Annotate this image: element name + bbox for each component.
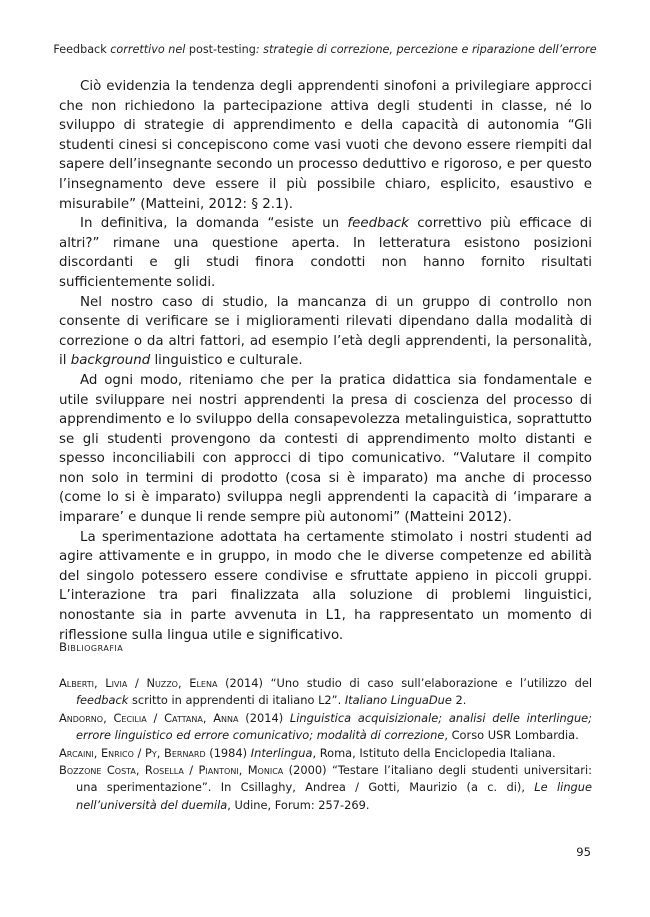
header-part2: correttivo nel: [110, 43, 186, 56]
paragraph-2: [59, 214, 592, 292]
paragraph-1: Ciò evidenzia la tendenza degli apprendenti sinofoni a privilegiare approcci che non richiedono la partecipazione attiva degli studenti in classe, né lo sviluppo di strategie di apprendimento e della capacità di autonomia “Gli studenti cinesi si concepiscono come vasi vuoti che devono essere riempiti dal sapere dell’insegnante secondo un processo deduttivo e rigoroso, e per questo l’insegnamento deve essere il più possibile chiaro, esplicito, esaustivo e misurabile” (Matteini, 2012: § 2.1).: [59, 79, 592, 212]
running-header: [40, 43, 610, 56]
header-part3: post-testing: [185, 43, 256, 56]
paragraph-4: Ad ogni modo, riteniamo che per la pratica didattica sia fondamentale e utile sviluppare nei nostri apprendenti la presa di coscienza del processo di apprendimento e lo sviluppo della consapevolezza metalinguistica, soprattutto se gli studenti provengono da contesti di apprendimento molto distanti e spesso inconciliabili con approcci di tipo comunicativo. “Valutare il compito non solo in termini di prodotto (cosa si è imparato) ma anche di processo (come lo si è imparato) sviluppa negli apprendenti la capacità di ‘imparare a imparare’ e dunque li rende sempre più autonomi” (Matteini 2012).: [59, 372, 592, 526]
entry-italic: feedback: [76, 693, 129, 708]
entry-text: scritto in apprendenti di italiano L2”.: [128, 693, 345, 708]
entry-text: (2000) “Testare l’italiano degli studenti universitari: una sperimentazione”. In Csillaghy, Andrea / Gotti, Maurizio (a c. di),: [76, 763, 592, 795]
header-part4: : strategie di correzione, percezione e riparazione dell’errore: [255, 43, 597, 56]
main-text: [59, 77, 592, 645]
entry-text: , Udine, Forum: 257-269.: [227, 797, 370, 812]
page-number: 95: [576, 845, 591, 859]
entry-italic: Italiano LinguaDue: [344, 693, 452, 708]
paragraph-2-text-c: correttivo più efficace di altri?” rimane una questione aperta. In letteratura esistono posizioni discordanti e gli studi finora condotti non hanno fornito risultati sufficientemente solidi.: [59, 216, 592, 290]
paragraph-5: La sperimentazione adottata ha certamente stimolato i nostri studenti ad agire attivamente e in gruppo, in modo che le diverse competenze ed abilità del singolo potessero essere condivise e sfruttate appieno in piccoli gruppi. L’interazione tra pari finalizzata alla soluzione di problemi linguistici, nonostante sia in parte avvenuta in L1, ha rappresentato un momento di riflessione sulla lingua utile e significativo.: [59, 529, 592, 643]
entry-text: (2014) “Uno studio di caso sull’elaborazione e l’utilizzo del: [217, 676, 592, 690]
entry-italic: Linguistica acquisizionale; analisi delle interlingue; errore linguistico ed errore comunicativo; modalità di correzione: [76, 710, 593, 743]
entry-italic: Le lingue nell’università del duemila: [76, 780, 592, 812]
paragraph-3-text-c: linguistico e culturale.: [150, 353, 303, 369]
bibliography-title: Bibliografia: [59, 640, 124, 654]
paragraph-3-italic: background: [70, 353, 151, 369]
bibliography-list: [59, 675, 592, 814]
paragraph-3-text-a: Nel nostro caso di studio, la mancanza di un gruppo di controllo non consente di verificare se i miglioramenti rilevati dipendano dalla modalità di correzione o da altri fattori, ad esempio l’età degli apprendenti, la personalità, il: [59, 294, 592, 369]
paragraph-2-text-a: In definitiva, la domanda “esiste un: [80, 216, 348, 232]
bibliography-entry: [59, 675, 592, 710]
header-part1: Feedback: [53, 43, 111, 56]
bibliography-entry: [59, 762, 592, 814]
paragraph-2-italic: feedback: [347, 216, 409, 232]
entry-authors: Arcaini, Enrico / Py, Bernard: [59, 745, 206, 760]
entry-text: , Roma, Istituto della Enciclopedia Italiana.: [312, 745, 556, 760]
entry-text: (1984): [205, 745, 251, 760]
paragraph-3: [59, 293, 592, 371]
entry-authors: Alberti, Livia / Nuzzo, Elena: [59, 676, 218, 690]
entry-text: (2014): [238, 710, 290, 725]
entry-text: , Corso USR Lombardia.: [444, 728, 579, 743]
bibliography-entry: [59, 745, 592, 762]
bibliography-entry: [59, 710, 592, 745]
entry-text: 2.: [451, 693, 467, 708]
entry-italic: Interlingua: [250, 745, 313, 760]
entry-authors: Bozzone Costa, Rosella / Piantoni, Monica: [59, 763, 284, 778]
entry-authors: Andorno, Cecilia / Cattana, Anna: [59, 710, 239, 725]
